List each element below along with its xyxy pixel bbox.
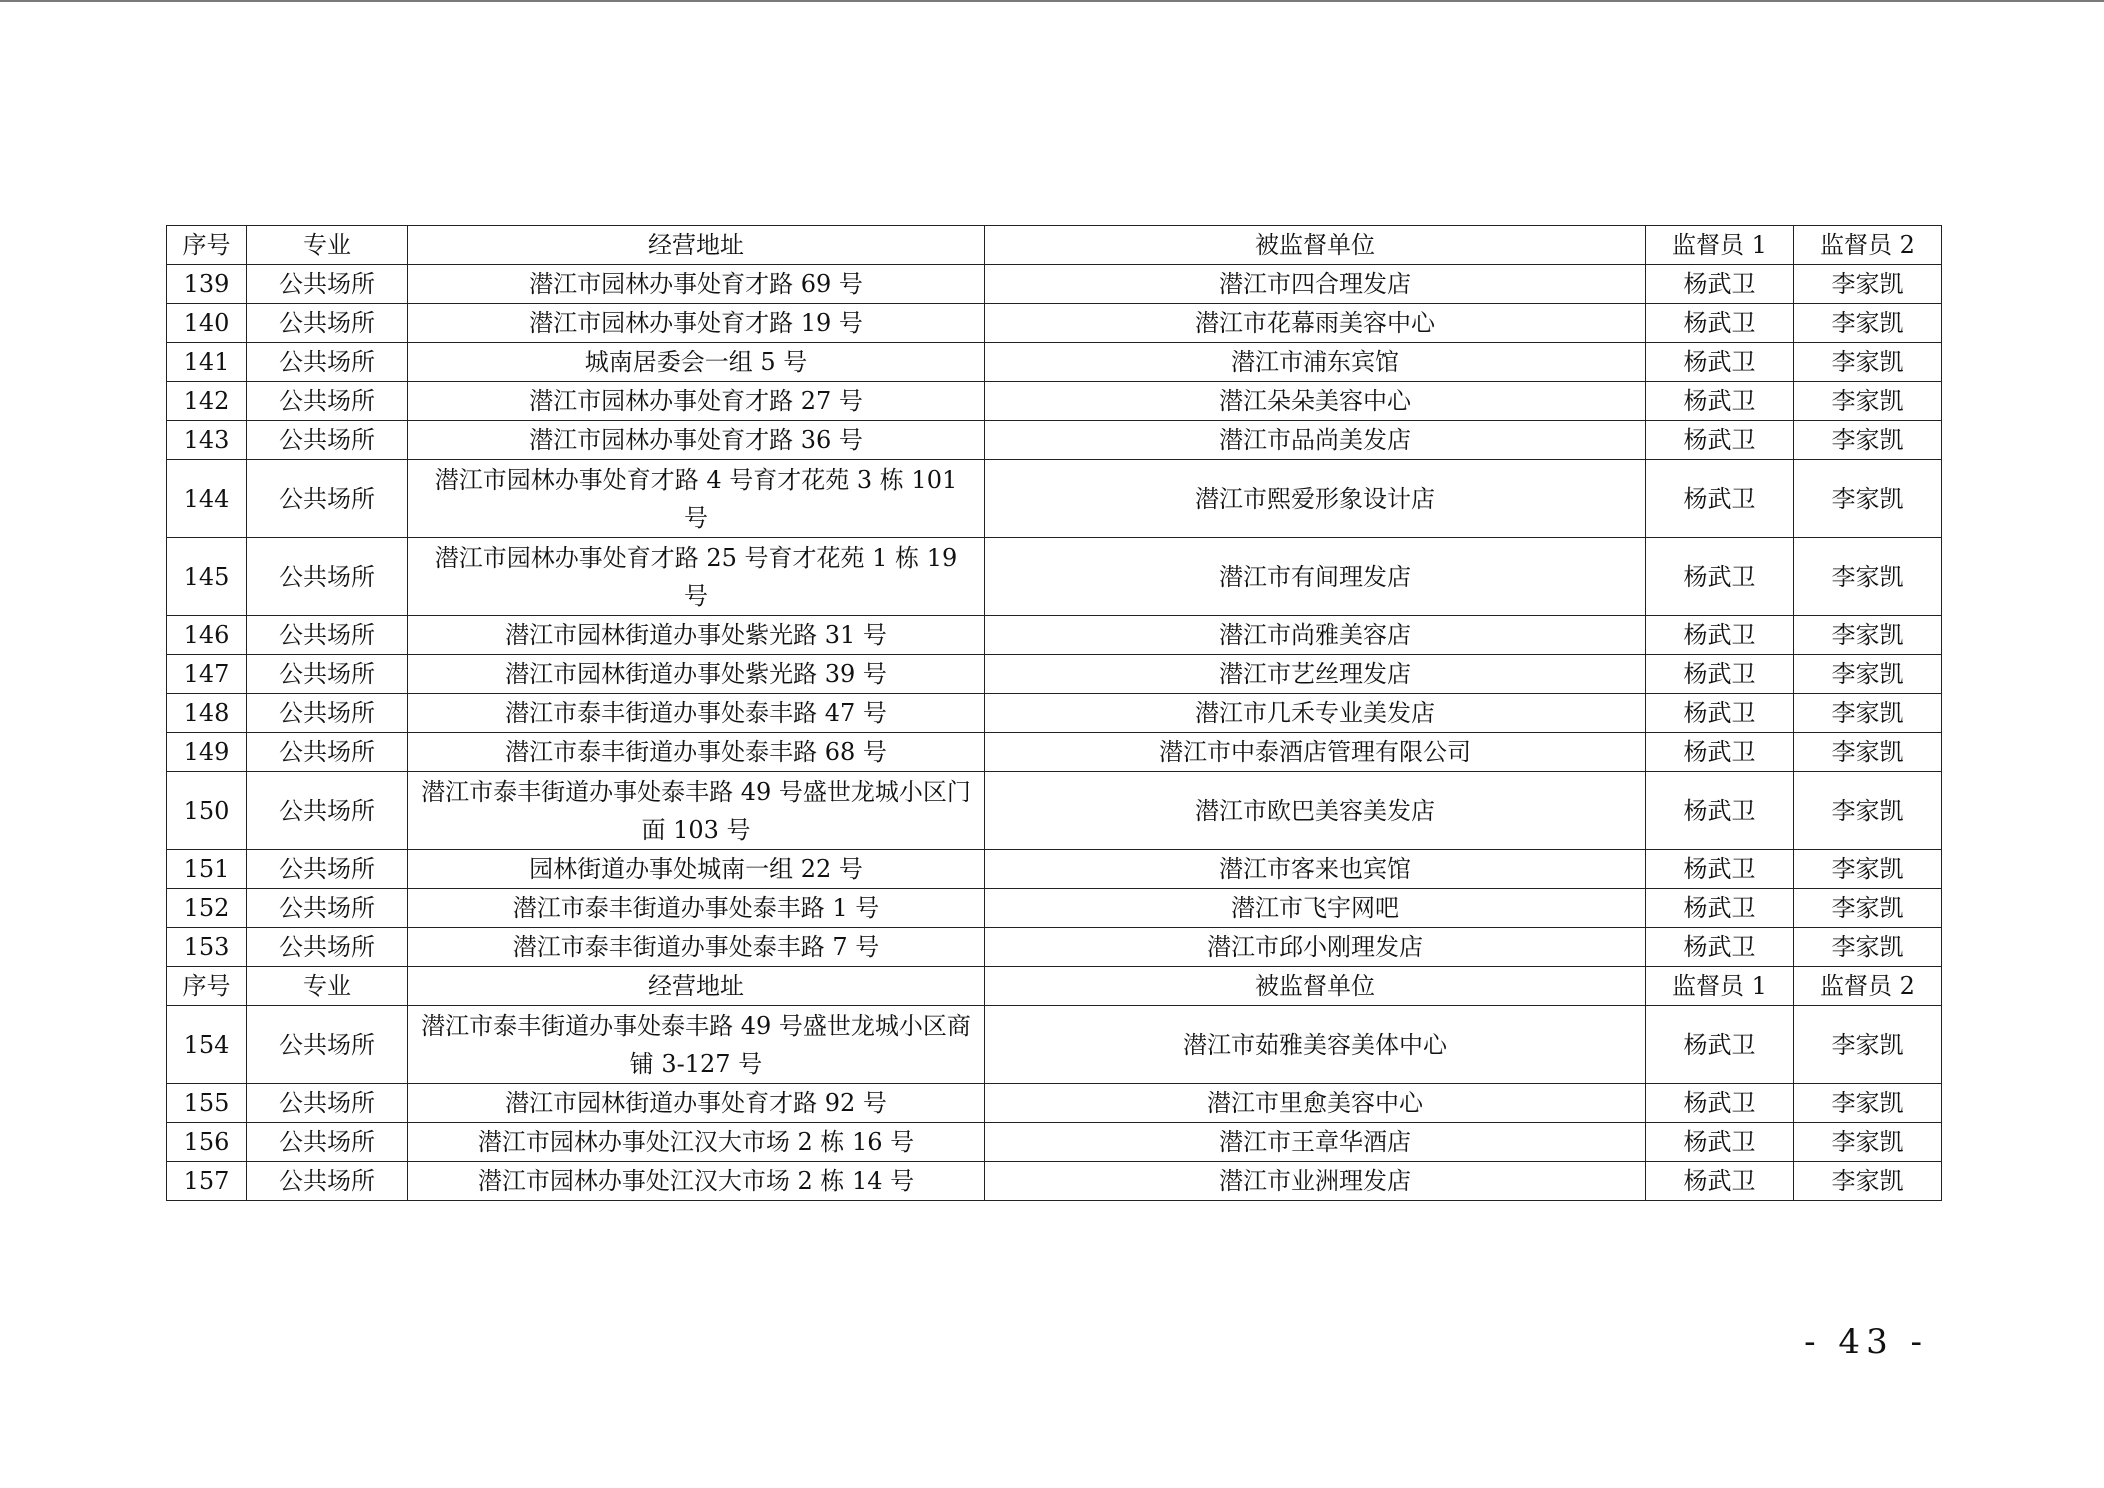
col-number-cell: 153: [167, 928, 247, 967]
table-body: [167, 226, 1942, 1201]
col-number-cell: 149: [167, 733, 247, 772]
page-number: - 43 -: [1804, 1322, 1928, 1362]
col-field-cell: 公共场所: [247, 538, 408, 616]
col-supervisor-2-cell: 李家凯: [1794, 616, 1942, 655]
col-supervisor-1-cell: 杨武卫: [1646, 1006, 1794, 1084]
col-number-cell: 141: [167, 343, 247, 382]
col-number-cell: 140: [167, 304, 247, 343]
top-border-line: [0, 0, 2104, 2]
col-supervisor-1-cell: 杨武卫: [1646, 850, 1794, 889]
col-address-cell: 潜江市园林办事处育才路 25 号育才花苑 1 栋 19 号: [408, 538, 985, 616]
table-row: [167, 928, 1942, 967]
header-col-number: 序号: [167, 967, 247, 1006]
col-field-cell: 公共场所: [247, 694, 408, 733]
col-unit-cell: 潜江市欧巴美容美发店: [985, 772, 1646, 850]
col-address-cell: 潜江市园林办事处育才路 4 号育才花苑 3 栋 101 号: [408, 460, 985, 538]
col-unit-cell: 潜江市品尚美发店: [985, 421, 1646, 460]
col-address-cell: 潜江市泰丰街道办事处泰丰路 7 号: [408, 928, 985, 967]
col-number-cell: 143: [167, 421, 247, 460]
table-row: [167, 421, 1942, 460]
col-field-cell: 公共场所: [247, 1123, 408, 1162]
col-supervisor-1-cell: 杨武卫: [1646, 304, 1794, 343]
col-address-cell: 潜江市泰丰街道办事处泰丰路 1 号: [408, 889, 985, 928]
col-field-cell: 公共场所: [247, 460, 408, 538]
col-unit-cell: 潜江市里愈美容中心: [985, 1084, 1646, 1123]
col-field-cell: 公共场所: [247, 928, 408, 967]
col-address-cell: 潜江市园林办事处育才路 19 号: [408, 304, 985, 343]
col-field-cell: 公共场所: [247, 1084, 408, 1123]
table-row: [167, 772, 1942, 850]
col-address-cell: 城南居委会一组 5 号: [408, 343, 985, 382]
col-supervisor-2-cell: 李家凯: [1794, 655, 1942, 694]
col-supervisor-1-cell: 杨武卫: [1646, 1123, 1794, 1162]
col-unit-cell: 潜江市飞宇网吧: [985, 889, 1646, 928]
col-supervisor-2-cell: 李家凯: [1794, 421, 1942, 460]
col-unit-cell: 潜江市四合理发店: [985, 265, 1646, 304]
col-number-cell: 139: [167, 265, 247, 304]
header-col-supervisor-1: 监督员 1: [1646, 226, 1794, 265]
col-address-cell: 潜江市泰丰街道办事处泰丰路 47 号: [408, 694, 985, 733]
col-supervisor-2-cell: 李家凯: [1794, 382, 1942, 421]
col-supervisor-2-cell: 李家凯: [1794, 1162, 1942, 1201]
col-unit-cell: 潜江市花幕雨美容中心: [985, 304, 1646, 343]
header-col-number: 序号: [167, 226, 247, 265]
header-col-supervisor-2: 监督员 2: [1794, 226, 1942, 265]
col-address-cell: 潜江市园林办事处育才路 27 号: [408, 382, 985, 421]
col-supervisor-2-cell: 李家凯: [1794, 772, 1942, 850]
header-col-field: 专业: [247, 967, 408, 1006]
col-address-cell: 潜江市园林办事处育才路 36 号: [408, 421, 985, 460]
table-row: [167, 1084, 1942, 1123]
col-field-cell: 公共场所: [247, 616, 408, 655]
header-col-supervisor-2: 监督员 2: [1794, 967, 1942, 1006]
col-supervisor-1-cell: 杨武卫: [1646, 889, 1794, 928]
col-field-cell: 公共场所: [247, 304, 408, 343]
col-supervisor-1-cell: 杨武卫: [1646, 616, 1794, 655]
col-address-cell: 潜江市园林街道办事处紫光路 39 号: [408, 655, 985, 694]
col-supervisor-1-cell: 杨武卫: [1646, 772, 1794, 850]
table-row: [167, 460, 1942, 538]
col-number-cell: 144: [167, 460, 247, 538]
col-address-cell: 潜江市园林街道办事处紫光路 31 号: [408, 616, 985, 655]
header-col-unit: 被监督单位: [985, 226, 1646, 265]
table-row: [167, 694, 1942, 733]
table-row: [167, 733, 1942, 772]
col-supervisor-1-cell: 杨武卫: [1646, 538, 1794, 616]
col-number-cell: 145: [167, 538, 247, 616]
col-number-cell: 152: [167, 889, 247, 928]
header-col-address: 经营地址: [408, 967, 985, 1006]
col-number-cell: 148: [167, 694, 247, 733]
col-supervisor-1-cell: 杨武卫: [1646, 382, 1794, 421]
col-supervisor-1-cell: 杨武卫: [1646, 265, 1794, 304]
col-address-cell: 园林街道办事处城南一组 22 号: [408, 850, 985, 889]
col-unit-cell: 潜江市王章华酒店: [985, 1123, 1646, 1162]
col-field-cell: 公共场所: [247, 655, 408, 694]
col-unit-cell: 潜江朵朵美容中心: [985, 382, 1646, 421]
col-field-cell: 公共场所: [247, 421, 408, 460]
col-supervisor-2-cell: 李家凯: [1794, 889, 1942, 928]
header-col-address: 经营地址: [408, 226, 985, 265]
table-row: [167, 1006, 1942, 1084]
col-field-cell: 公共场所: [247, 1006, 408, 1084]
col-supervisor-1-cell: 杨武卫: [1646, 460, 1794, 538]
col-unit-cell: 潜江市浦东宾馆: [985, 343, 1646, 382]
col-unit-cell: 潜江市茹雅美容美体中心: [985, 1006, 1646, 1084]
col-unit-cell: 潜江市有间理发店: [985, 538, 1646, 616]
col-address-cell: 潜江市泰丰街道办事处泰丰路 49 号盛世龙城小区商铺 3-127 号: [408, 1006, 985, 1084]
table-row: [167, 343, 1942, 382]
col-number-cell: 154: [167, 1006, 247, 1084]
table-row: [167, 1123, 1942, 1162]
col-field-cell: 公共场所: [247, 850, 408, 889]
col-unit-cell: 潜江市客来也宾馆: [985, 850, 1646, 889]
header-row: [167, 226, 1942, 265]
table-row: [167, 655, 1942, 694]
col-number-cell: 157: [167, 1162, 247, 1201]
col-unit-cell: 潜江市熙爱形象设计店: [985, 460, 1646, 538]
col-supervisor-2-cell: 李家凯: [1794, 1084, 1942, 1123]
col-unit-cell: 潜江市邱小刚理发店: [985, 928, 1646, 967]
col-field-cell: 公共场所: [247, 343, 408, 382]
col-supervisor-2-cell: 李家凯: [1794, 1123, 1942, 1162]
col-address-cell: 潜江市泰丰街道办事处泰丰路 49 号盛世龙城小区门面 103 号: [408, 772, 985, 850]
col-supervisor-1-cell: 杨武卫: [1646, 421, 1794, 460]
col-field-cell: 公共场所: [247, 772, 408, 850]
col-field-cell: 公共场所: [247, 733, 408, 772]
col-supervisor-2-cell: 李家凯: [1794, 460, 1942, 538]
col-supervisor-2-cell: 李家凯: [1794, 928, 1942, 967]
col-number-cell: 155: [167, 1084, 247, 1123]
col-address-cell: 潜江市园林街道办事处育才路 92 号: [408, 1084, 985, 1123]
col-supervisor-2-cell: 李家凯: [1794, 343, 1942, 382]
table-row: [167, 304, 1942, 343]
col-unit-cell: 潜江市艺丝理发店: [985, 655, 1646, 694]
header-row: [167, 967, 1942, 1006]
col-supervisor-1-cell: 杨武卫: [1646, 733, 1794, 772]
col-field-cell: 公共场所: [247, 889, 408, 928]
col-unit-cell: 潜江市几禾专业美发店: [985, 694, 1646, 733]
col-address-cell: 潜江市园林办事处育才路 69 号: [408, 265, 985, 304]
col-supervisor-2-cell: 李家凯: [1794, 850, 1942, 889]
col-supervisor-1-cell: 杨武卫: [1646, 343, 1794, 382]
table-row: [167, 265, 1942, 304]
table-row: [167, 538, 1942, 616]
col-supervisor-1-cell: 杨武卫: [1646, 1162, 1794, 1201]
col-supervisor-2-cell: 李家凯: [1794, 733, 1942, 772]
table-row: [167, 616, 1942, 655]
col-supervisor-1-cell: 杨武卫: [1646, 694, 1794, 733]
col-field-cell: 公共场所: [247, 265, 408, 304]
col-supervisor-2-cell: 李家凯: [1794, 265, 1942, 304]
table-row: [167, 382, 1942, 421]
col-field-cell: 公共场所: [247, 1162, 408, 1201]
col-address-cell: 潜江市园林办事处江汉大市场 2 栋 16 号: [408, 1123, 985, 1162]
col-address-cell: 潜江市园林办事处江汉大市场 2 栋 14 号: [408, 1162, 985, 1201]
col-address-cell: 潜江市泰丰街道办事处泰丰路 68 号: [408, 733, 985, 772]
header-col-unit: 被监督单位: [985, 967, 1646, 1006]
col-number-cell: 150: [167, 772, 247, 850]
col-field-cell: 公共场所: [247, 382, 408, 421]
header-col-supervisor-1: 监督员 1: [1646, 967, 1794, 1006]
col-supervisor-1-cell: 杨武卫: [1646, 928, 1794, 967]
header-col-field: 专业: [247, 226, 408, 265]
table-row: [167, 850, 1942, 889]
table-row: [167, 1162, 1942, 1201]
col-supervisor-2-cell: 李家凯: [1794, 694, 1942, 733]
col-supervisor-1-cell: 杨武卫: [1646, 655, 1794, 694]
col-unit-cell: 潜江市业洲理发店: [985, 1162, 1646, 1201]
col-supervisor-2-cell: 李家凯: [1794, 538, 1942, 616]
col-unit-cell: 潜江市中泰酒店管理有限公司: [985, 733, 1646, 772]
col-number-cell: 142: [167, 382, 247, 421]
col-number-cell: 146: [167, 616, 247, 655]
col-supervisor-1-cell: 杨武卫: [1646, 1084, 1794, 1123]
col-number-cell: 156: [167, 1123, 247, 1162]
col-number-cell: 147: [167, 655, 247, 694]
col-supervisor-2-cell: 李家凯: [1794, 1006, 1942, 1084]
supervision-table: [166, 225, 1942, 1201]
col-number-cell: 151: [167, 850, 247, 889]
col-supervisor-2-cell: 李家凯: [1794, 304, 1942, 343]
table-row: [167, 889, 1942, 928]
col-unit-cell: 潜江市尚雅美容店: [985, 616, 1646, 655]
